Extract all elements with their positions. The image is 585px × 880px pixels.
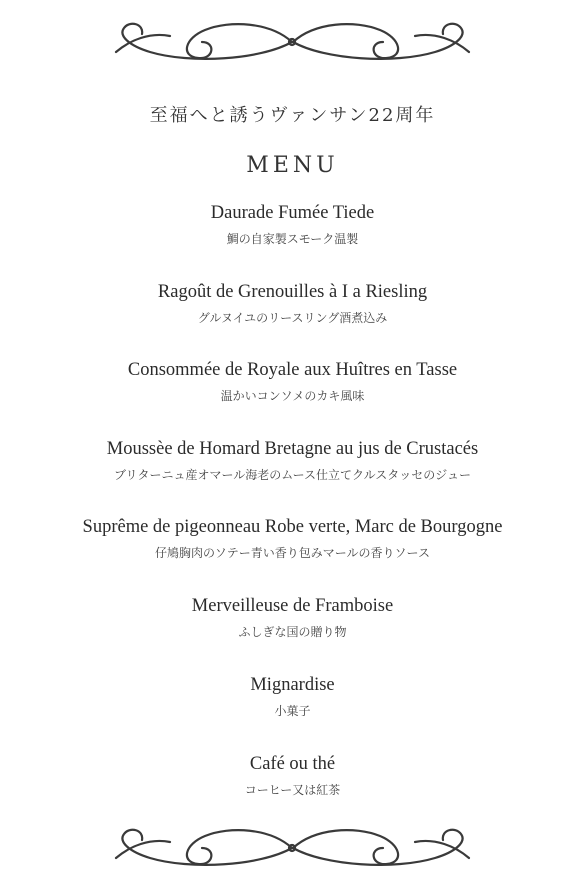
course-item: [0, 673, 585, 719]
course-item: [0, 437, 585, 483]
course-item: [0, 515, 585, 561]
anniversary-subtitle: 至福へと誘うヴァンサン22周年: [149, 105, 436, 126]
course-name-japanese: 小菓子: [274, 704, 311, 718]
course-name-japanese: 温かいコンソメのカキ風味: [220, 389, 365, 403]
course-name-japanese: 仔鳩胸肉のソテー青い香り包みマールの香りソース: [155, 546, 430, 560]
course-item: [0, 752, 585, 798]
course-item: [0, 280, 585, 326]
menu-title: MENU: [246, 153, 339, 178]
course-name-japanese: ブリターニュ産オマール海老のムース仕立てクルスタッセのジュー: [113, 468, 472, 482]
course-item: [0, 201, 585, 247]
course-name-japanese: 鯛の自家製スモーク温製: [226, 232, 359, 246]
course-name-french: Daurade Fumée Tiede: [210, 203, 375, 223]
course-name-japanese: グルヌイユのリースリング酒煮込み: [197, 311, 388, 325]
course-name-french: Merveilleuse de Framboise: [191, 596, 394, 616]
course-name-french: Moussèe de Homard Bretagne au jus de Crustacés: [106, 439, 479, 459]
bottom-flourish-ornament: [110, 820, 475, 880]
course-name-japanese: ふしぎな国の贈り物: [238, 625, 347, 639]
course-name-french: Suprême de pigeonneau Robe verte, Marc de Bourgogne: [82, 517, 503, 537]
course-name-japanese: コーヒー又は紅茶: [244, 783, 341, 797]
course-item: [0, 594, 585, 640]
course-item: [0, 358, 585, 404]
course-name-french: Ragoût de Grenouilles à I a Riesling: [157, 282, 428, 302]
course-name-french: Café ou thé: [249, 754, 336, 774]
course-name-french: Consommée de Royale aux Huîtres en Tasse: [127, 360, 458, 380]
course-name-french: Mignardise: [250, 675, 335, 695]
